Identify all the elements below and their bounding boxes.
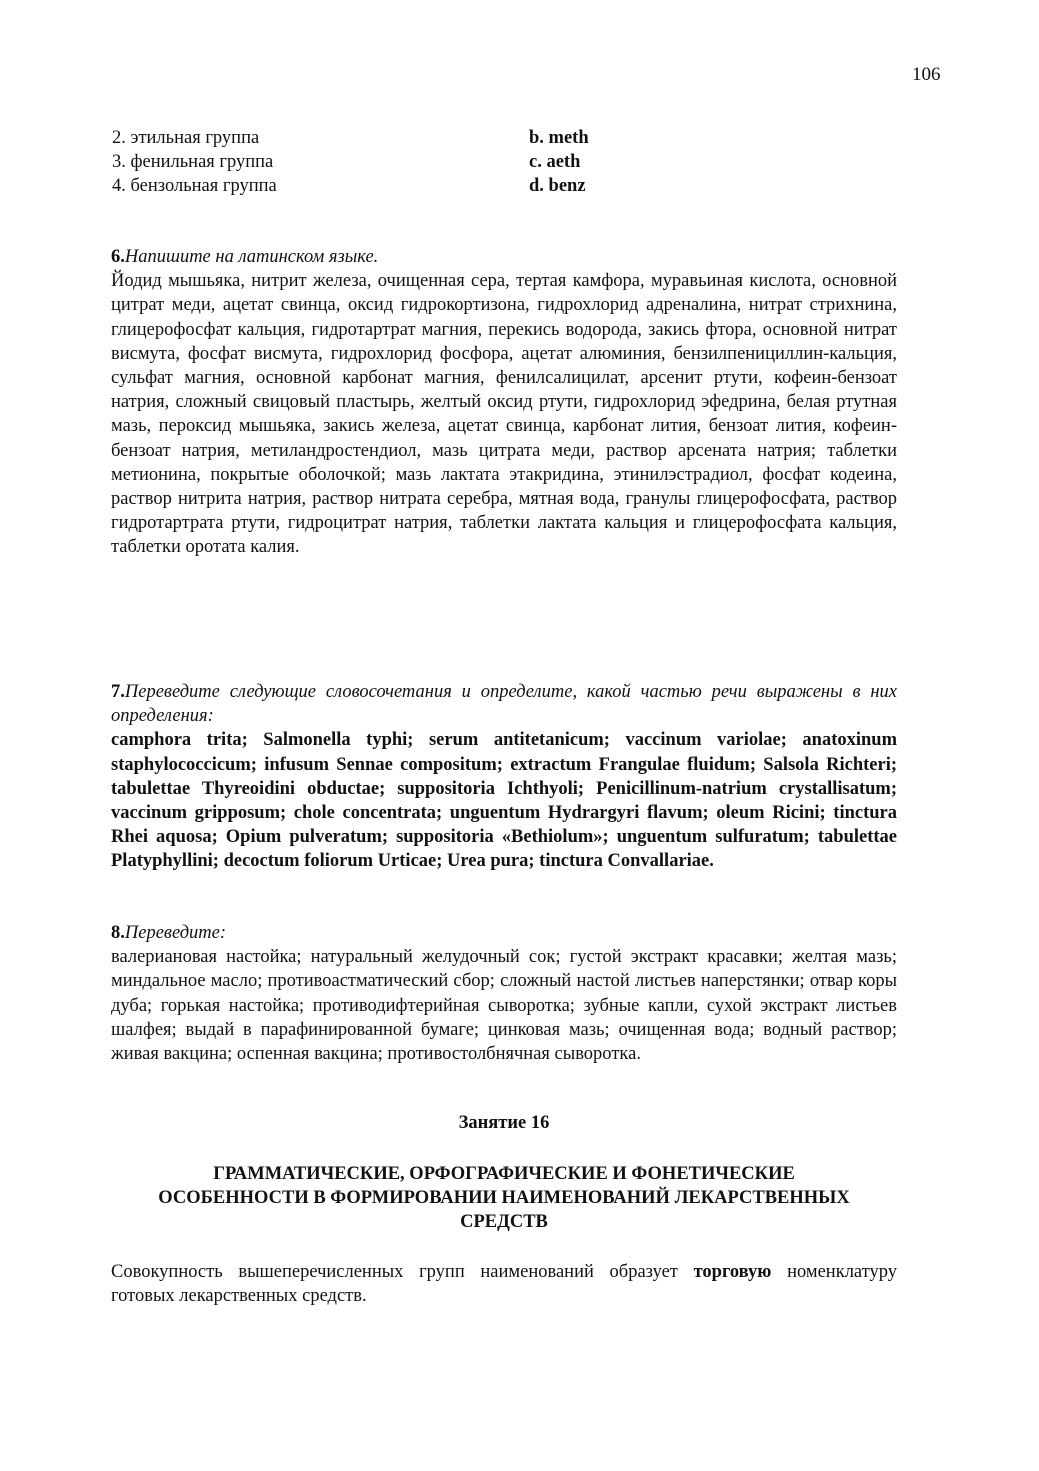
intro-keyword: торговую [693, 1262, 772, 1282]
task-6-number: 6. [111, 247, 125, 267]
task-7-number: 7. [111, 682, 125, 702]
chapter-title-line: СРЕДСТВ [460, 1212, 548, 1232]
task-6-instruction: Напишите на латинском языке. [124, 247, 379, 267]
task-8 [111, 921, 897, 1066]
matching-root: c. aeth [529, 152, 581, 172]
chapter-title [111, 1162, 897, 1234]
task-7 [111, 680, 897, 874]
task-6-body: Йодид мышьяка, нитрит железа, очищенная сера, тертая камфора, муравьиная кислота, основной цитрат меди, ацетат свинца, оксид гидрокортизона, гидрохлорид адреналина, нитрат стрихнина, глицерофосфат кальция, гидротартрат магния, перекись водорода, закись фтора, основной нитрат висмута, фосфат висмута, гидрохлорид фосфора, ацетат алюминия, бензилпенициллин-кальция, сульфат магния, основной карбонат магния, фенилсалицилат, арсенит ртути, кофеин-бензоат натрия, сложный свицовый пластырь, желтый оксид ртути, гидрохлорид эфедрина, белая ртутная мазь, пероксид мышьяка, закись железа, ацетат свинца, карбонат лития, бензоат лития, кофеин-бензоат натрия, метиландростендиол, мазь цитрата меди, раствор арсената натрия; таблетки метионина, покрытые оболочкой; мазь лактата этакридина, этинилэстрадиол, фосфат кодеина, раствор нитрита натрия, раствор нитрата серебра, мятная вода, гранулы глицерофосфата, раствор гидротартрата ртути, гидроцитрат натрия, таблетки лактата кальция и глицерофосфата кальция, таблетки оротата калия. [111, 271, 897, 558]
matching-root: d. benz [529, 176, 586, 196]
matching-row [112, 126, 712, 150]
matching-root: b. meth [529, 128, 589, 148]
matching-term: 4. бензольная группа [112, 176, 277, 196]
task-8-instruction: Переведите: [124, 923, 227, 943]
task-8-body: валериановая настойка; натуральный желудочный сок; густой экстракт красавки; желтая мазь; миндальное масло; противоастматический сбор; сложный настой листьев наперстянки; отвар коры дуба; горькая настойка; противодифтерийная сыворотка; зубные капли, сухой экстракт листьев шалфея; выдай в парафинированной бумаге; цинковая мазь; очищенная вода; водный раствор; живая вакцина; оспенная вакцина; противостолбнячная сыворотка. [111, 947, 897, 1065]
matching-term: 3. фенильная группа [112, 152, 274, 172]
task-7-body: camphora trita; Salmonella typhi; serum antitetanicum; vaccinum variolae; anatoxinum staphylococcicum; infusum Sennae compositum; extractum Frangulae fluidum; Salsola Richteri; tabulettae Thyreoidini obductae; suppositoria Ichthyoli; Penicillinum-natrium crystallisatum; vaccinum gripposum; chole concentrata; unguentum Hydrargyri flavum; oleum Ricini; tinctura Rhei aquosa; Opium pulveratum; suppositoria «Bethiolum»; unguentum sulfuratum; tabulettae Platyphyllini; decoctum foliorum Urticae; Urea pura; tinctura Convallariae. [111, 730, 897, 872]
page-number: 106 [912, 64, 941, 85]
lesson-title: Занятие 16 [458, 1113, 550, 1133]
chapter-title-line: ОСОБЕННОСТИ В ФОРМИРОВАНИИ НАИМЕНОВАНИЙ ЛЕКАРСТВЕННЫХ [158, 1188, 850, 1208]
chapter-title-line: ГРАММАТИЧЕСКИЕ, ОРФОГРАФИЧЕСКИЕ И ФОНЕТИЧЕСКИЕ [213, 1164, 795, 1184]
matching-term: 2. этильная группа [112, 128, 260, 148]
task-7-heading [111, 680, 897, 728]
intro-text [111, 1260, 897, 1308]
intro-paragraph [111, 1260, 897, 1308]
intro-text-start: Совокупность вышеперечисленных групп наименований образует [111, 1262, 694, 1282]
task-7-instruction: Переведите следующие словосочетания и определите, какой частью речи выражены в них определения: [111, 682, 897, 727]
intro-text-end: номенклатуру готовых лекарственных средств. [111, 1262, 898, 1307]
task-6 [111, 245, 897, 560]
task-8-number: 8. [111, 923, 125, 943]
matching-list [112, 126, 712, 198]
task-8-heading [111, 921, 897, 945]
matching-row [112, 150, 712, 174]
task-6-heading [111, 245, 897, 269]
matching-row [112, 174, 712, 198]
